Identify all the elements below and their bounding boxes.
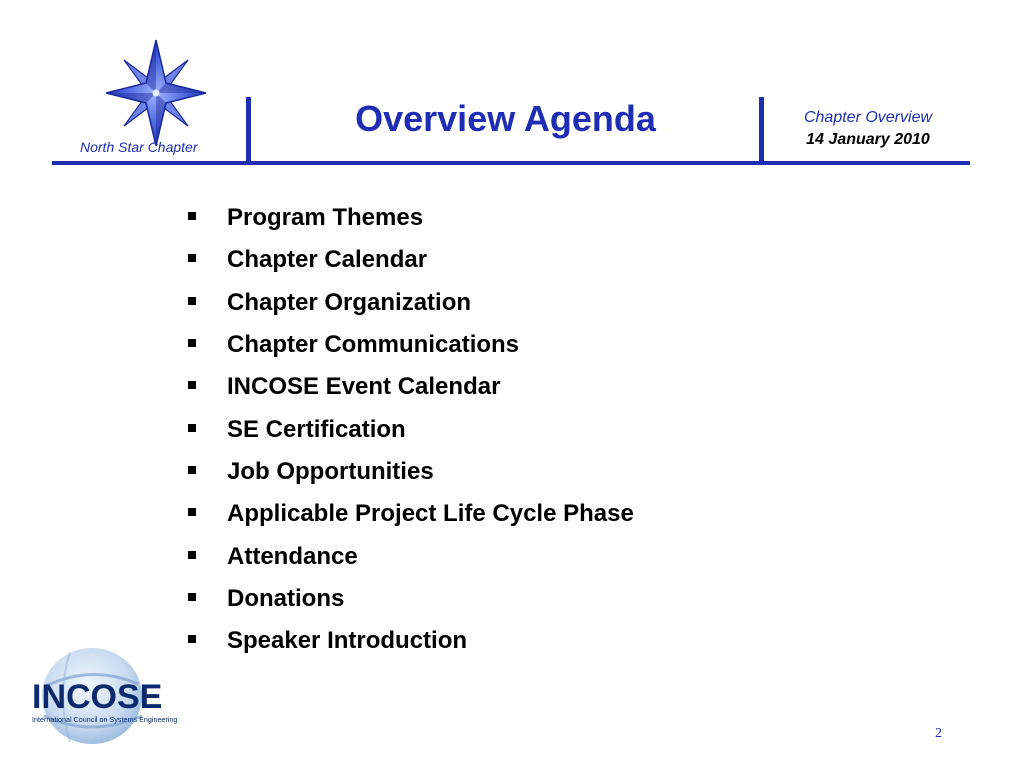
agenda-item [188, 620, 634, 662]
agenda-item-label: Chapter Communications [227, 331, 520, 359]
agenda-item [188, 535, 634, 577]
agenda-item-label: INCOSE Event Calendar [227, 373, 501, 401]
agenda-item-label: Donations [227, 584, 345, 612]
agenda-item-label: Chapter Organization [227, 288, 472, 316]
compass-star-icon [104, 38, 208, 148]
agenda-item [188, 578, 634, 620]
agenda-item [188, 197, 634, 239]
agenda-item-label: Speaker Introduction [227, 627, 468, 655]
square-bullet-icon [188, 212, 196, 220]
square-bullet-icon [188, 339, 196, 347]
header-subtitle: Chapter Overview [803, 109, 933, 126]
agenda-item [188, 324, 634, 366]
incose-logo-tagline: International Council on Systems Engineering [32, 715, 178, 724]
header-divider-right [759, 97, 764, 163]
agenda-item [188, 451, 634, 493]
agenda-item [188, 366, 634, 408]
agenda-item [188, 408, 634, 450]
agenda-item-label: SE Certification [227, 415, 406, 443]
square-bullet-icon [188, 424, 196, 432]
header-date: 14 January 2010 [806, 131, 930, 148]
agenda-item-label: Program Themes [227, 204, 424, 232]
agenda-item-label: Job Opportunities [227, 457, 434, 485]
agenda-item [188, 493, 634, 535]
square-bullet-icon [188, 297, 196, 305]
chapter-name: North Star Chapter [80, 139, 198, 155]
agenda-item [188, 239, 634, 281]
square-bullet-icon [188, 254, 196, 262]
square-bullet-icon [188, 551, 196, 559]
square-bullet-icon [188, 466, 196, 474]
agenda-item-label: Chapter Calendar [227, 246, 428, 274]
incose-logo-text: INCOSE [32, 678, 163, 716]
header-subtitle-block [768, 107, 968, 151]
incose-logo [26, 646, 196, 746]
agenda-item [188, 282, 634, 324]
agenda-item-label: Applicable Project Life Cycle Phase [227, 500, 634, 528]
header-divider-left [246, 97, 251, 163]
agenda-item-label: Attendance [227, 542, 358, 570]
page-title: Overview Agenda [355, 98, 656, 139]
square-bullet-icon [188, 635, 196, 643]
header-rule [52, 161, 970, 165]
agenda-list [188, 197, 634, 662]
page-number: 2 [935, 726, 942, 741]
square-bullet-icon [188, 381, 196, 389]
square-bullet-icon [188, 593, 196, 601]
square-bullet-icon [188, 508, 196, 516]
